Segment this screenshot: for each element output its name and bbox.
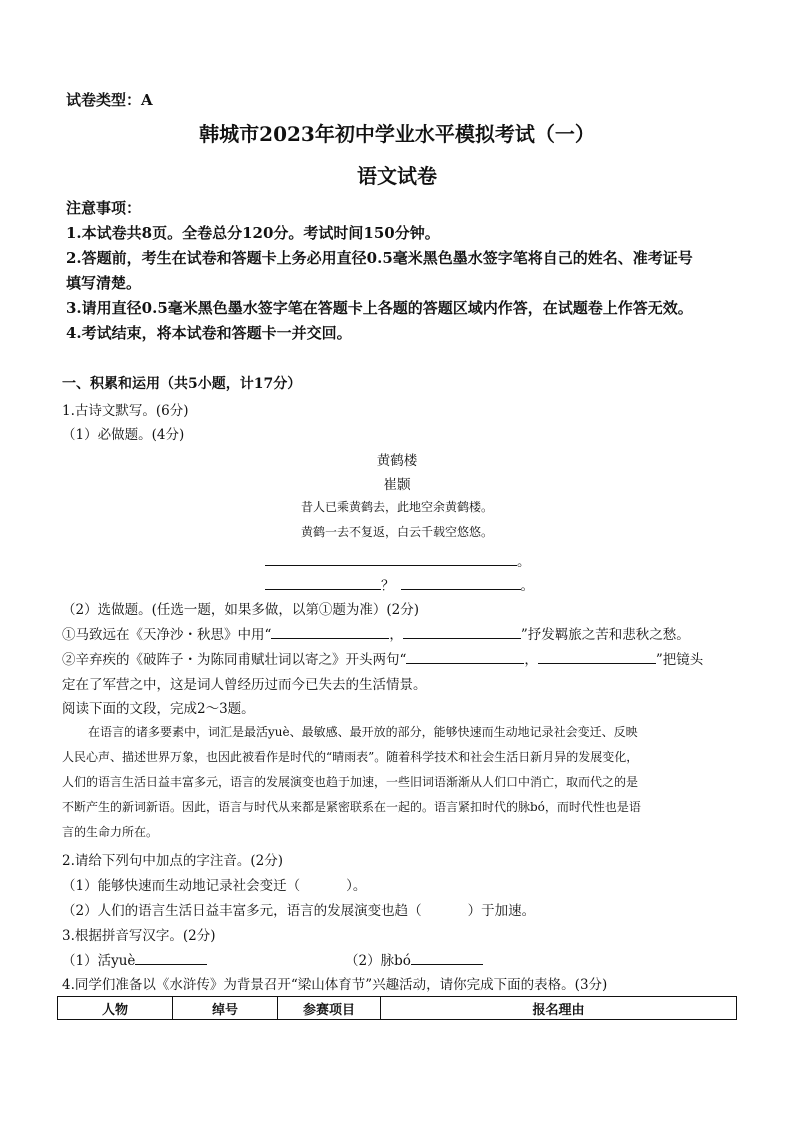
poem-title: 黄鹤楼 (376, 453, 418, 469)
question-1-2: （2）选做题。(任选一题，如果多做，以第①题为准）(2分) (62, 602, 419, 618)
question-3: 3.根据拼音写汉字。(2分) (62, 928, 216, 944)
table-header-character: 人物 (58, 997, 173, 1020)
answer-blank[interactable] (135, 950, 207, 965)
reading-intro: 阅读下面的文段，完成2～3题。 (62, 701, 255, 717)
paper-type: 试卷类型：A (66, 91, 153, 109)
poem-fill-line-2: ？ 。 (265, 574, 534, 594)
question-2-2: （2）人们的语言生活日益丰富多元，语言的发展演变也趋（ ）于加速。 (62, 903, 536, 919)
section-heading: 一、积累和运用（共5小题，计17分） (62, 376, 302, 392)
table-header-nickname: 绰号 (173, 997, 278, 1020)
question-2: 2.请给下列句中加点的字注音。(2分) (62, 853, 284, 869)
table-header-reason: 报名理由 (381, 997, 737, 1020)
option-2: ②辛弃疾的《破阵子・为陈同甫赋壮词以寄之》开头两句“ ， ”把镜头 (62, 648, 703, 668)
question-2-1: （1）能够快速而生动地记录社会变迁（ ）。 (62, 878, 367, 894)
question-3-1: （1）活yuè (62, 949, 207, 969)
notice-item-3: 3.请用直径0.5毫米黑色墨水签字笔在答题卡上各题的答题区域内作答，在试题卷上作答无效。 (66, 299, 693, 317)
passage-line-5: 言的生命力所在。 (62, 825, 159, 839)
passage-line-2: 人民心声、描述世界万象，也因此被看作是时代的“晴雨表”。随着科学技术和社会生活日新月异的发展变化， (62, 750, 639, 764)
passage-line-1: 在语言的诸多要素中，词汇是最活yuè、最敏感、最开放的部分，能够快速而生动地记录社会变迁、反映 (88, 725, 638, 739)
table-header-event: 参赛项目 (278, 997, 381, 1020)
exam-title: 韩城市2023年初中学业水平模拟考试（一） (199, 122, 595, 146)
answer-blank[interactable] (265, 551, 517, 566)
question-3-2: （2）脉bó (345, 949, 483, 969)
option-2-cont: 定在了军营之中，这是词人曾经历过而今已失去的生活情景。 (62, 677, 427, 693)
notice-item-1: 1.本试卷共8页。全卷总分120分。考试时间150分钟。 (66, 224, 440, 242)
exam-subtitle: 语文试卷 (357, 164, 437, 188)
option-1: ①马致远在《天净沙・秋思》中用“ ， ”抒发羁旅之苦和悲秋之愁。 (62, 623, 690, 643)
poem-fill-line-1: 。 (265, 550, 531, 570)
table-header-row (58, 997, 737, 1020)
answer-blank[interactable] (538, 649, 656, 664)
answer-blank[interactable] (401, 575, 521, 590)
answer-blank[interactable] (406, 649, 524, 664)
registration-table (57, 996, 737, 1020)
question-1: 1.古诗文默写。(6分) (62, 403, 189, 419)
passage-line-3: 人们的语言生活日益丰富多元，语言的发展演变也趋于加速，一些旧词语渐渐从人们口中消亡，取而代之的是 (62, 775, 639, 789)
poem-line-1: 昔人已乘黄鹤去，此地空余黄鹤楼。 (300, 500, 493, 514)
answer-blank[interactable] (265, 575, 381, 590)
poem-author: 崔颢 (383, 477, 411, 493)
answer-blank[interactable] (403, 624, 521, 639)
question-1-1: （1）必做题。(4分) (62, 427, 185, 443)
passage-line-4: 不断产生的新词新语。因此，语言与时代从来都是紧密联系在一起的。语言紧扣时代的脉bó，而时代性也是语 (62, 800, 641, 814)
question-4: 4.同学们准备以《水浒传》为背景召开“梁山体育节”兴趣活动，请你完成下面的表格。(3分) (62, 977, 608, 993)
poem-line-2: 黄鹤一去不复返，白云千载空悠悠。 (300, 525, 493, 539)
answer-blank[interactable] (411, 950, 483, 965)
notice-item-4: 4.考试结束，将本试卷和答题卡一并交回。 (66, 324, 352, 342)
answer-blank[interactable] (271, 624, 389, 639)
notice-item-2-cont: 填写清楚。 (66, 274, 142, 292)
notice-heading: 注意事项： (66, 199, 142, 217)
notice-item-2: 2.答题前，考生在试卷和答题卡上务必用直径0.5毫米黑色墨水签字笔将自己的姓名、准考证号 (66, 249, 693, 267)
